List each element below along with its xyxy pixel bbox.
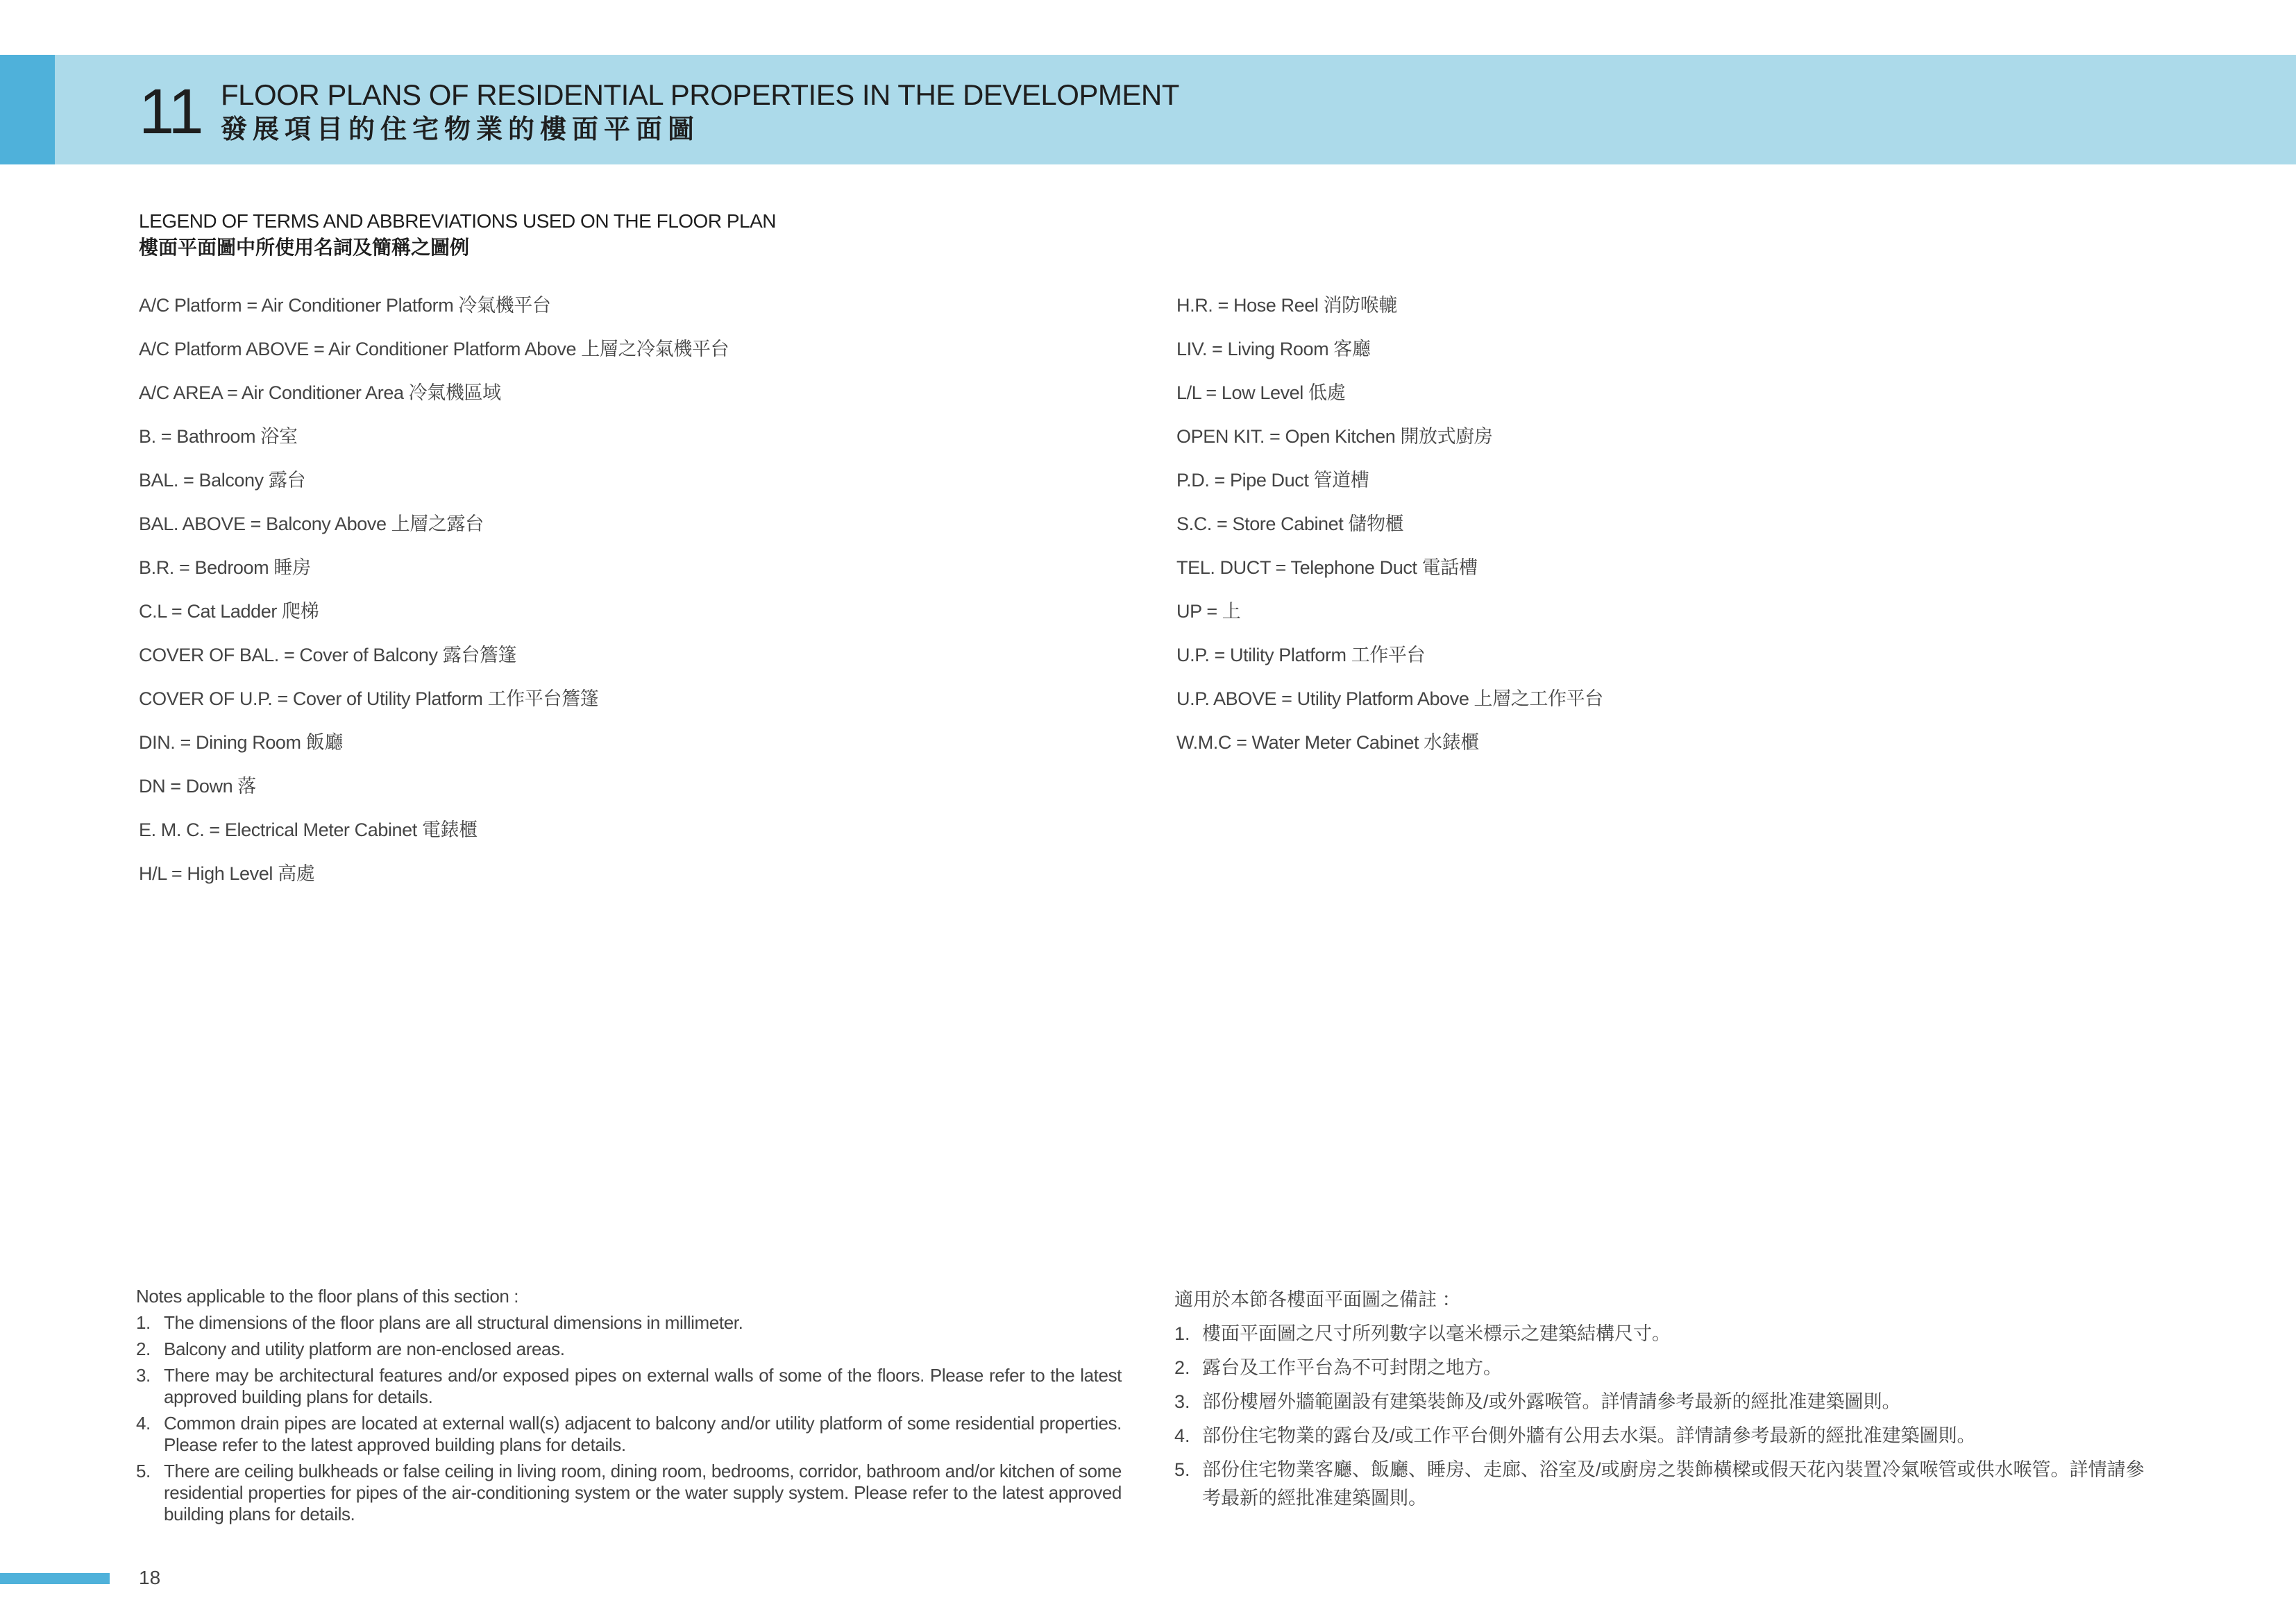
legend-list-right <box>1176 291 1603 772</box>
legend-item: E. M. C. = Electrical Meter Cabinet 電錶櫃 <box>139 819 478 840</box>
note-number: 1. <box>1174 1323 1190 1344</box>
legend-item: A/C AREA = Air Conditioner Area 冷氣機區域 <box>139 382 501 403</box>
legend-item: COVER OF BAL. = Cover of Balcony 露台簷篷 <box>139 645 517 665</box>
legend-item: DN = Down 落 <box>139 776 256 797</box>
note-number: 2. <box>1174 1357 1190 1378</box>
notes-intro-zh: 適用於本節各樓面平面圖之備註 ： <box>1174 1289 1461 1310</box>
legend-item: L/L = Low Level 低處 <box>1176 382 1346 403</box>
legend-item: P.D. = Pipe Duct 管道槽 <box>1176 470 1369 491</box>
legend-item: BAL. = Balcony 露台 <box>139 470 306 491</box>
notes-list-en <box>136 1312 1122 1525</box>
legend-item: B.R. = Bedroom 睡房 <box>139 557 311 578</box>
legend-item: A/C Platform = Air Conditioner Platform 冷氣機平台 <box>139 295 551 316</box>
legend-item: B. = Bathroom 浴室 <box>139 426 298 447</box>
note-number: 3. <box>136 1365 151 1386</box>
footer-accent-bar <box>0 1573 110 1584</box>
note-text: There are ceiling bulkheads or false ceiling in living room, dining room, bedrooms, corridor, bathroom and/or kitchen of some residential properties for pipes of the air-conditioning system or the water supply system. Please refer to the latest approved building plans for details. <box>164 1461 1122 1524</box>
section-number: 11 <box>139 76 203 147</box>
note-text: Common drain pipes are located at external wall(s) adjacent to balcony and/or utility platform of some residential properties. Please refer to the latest approved building plans for details. <box>164 1413 1122 1455</box>
notes-list-zh <box>1174 1320 2160 1513</box>
legend-item: COVER OF U.P. = Cover of Utility Platform 工作平台簷篷 <box>139 688 599 709</box>
legend-item: U.P. = Utility Platform 工作平台 <box>1176 645 1426 665</box>
note-item-zh <box>1174 1320 2160 1348</box>
section-title-zh: 發展項目的住宅物業的樓面平面圖 <box>221 115 700 144</box>
legend-title-en: LEGEND OF TERMS AND ABBREVIATIONS USED ON THE FLOOR PLAN <box>139 210 776 232</box>
legend-item: BAL. ABOVE = Balcony Above 上層之露台 <box>139 513 484 534</box>
note-number: 4. <box>1174 1425 1190 1446</box>
note-text: 樓面平面圖之尺寸所列數字以毫米標示之建築結構尺寸。 <box>1202 1323 1671 1344</box>
legend-item: OPEN KIT. = Open Kitchen 開放式廚房 <box>1176 426 1493 447</box>
legend-item: H.R. = Hose Reel 消防喉轆 <box>1176 295 1397 316</box>
note-number: 4. <box>136 1413 151 1434</box>
page-number: 18 <box>139 1567 161 1588</box>
note-text: 部份樓層外牆範圍設有建築裝飾及/或外露喉管。詳情請參考最新的經批准建築圖則。 <box>1202 1391 1901 1412</box>
note-item-zh <box>1174 1422 2160 1450</box>
note-number: 5. <box>1174 1459 1190 1480</box>
legend-item: H/L = High Level 高處 <box>139 863 315 884</box>
note-text: 部份住宅物業客廳、飯廳、睡房、走廊、浴室及/或廚房之裝飾橫樑或假天花內裝置冷氣喉管或供水喉管。詳情請參考最新的經批准建築圖則。 <box>1202 1459 2145 1509</box>
legend-list-left <box>139 291 729 903</box>
legend-item: LIV. = Living Room 客廳 <box>1176 339 1371 359</box>
legend-title-zh: 樓面平面圖中所使用名詞及簡稱之圖例 <box>139 237 470 258</box>
note-item-en <box>136 1365 1122 1408</box>
note-text: There may be architectural features and/or exposed pipes on external walls of some of the floors. Please refer to the latest approved building plans for details. <box>164 1365 1122 1407</box>
notes-english <box>136 1286 1122 1530</box>
legend-item: U.P. ABOVE = Utility Platform Above 上層之工作平台 <box>1176 688 1603 709</box>
section-title-en: FLOOR PLANS OF RESIDENTIAL PROPERTIES IN THE DEVELOPMENT <box>221 78 1179 111</box>
note-item-en <box>136 1413 1122 1456</box>
note-number: 2. <box>136 1339 151 1359</box>
note-number: 1. <box>136 1312 151 1333</box>
legend-item: A/C Platform ABOVE = Air Conditioner Platform Above 上層之冷氣機平台 <box>139 339 729 359</box>
note-item-zh <box>1174 1354 2160 1382</box>
note-item-zh <box>1174 1456 2160 1513</box>
note-text: Balcony and utility platform are non-enclosed areas. <box>164 1339 565 1359</box>
notes-intro-en: Notes applicable to the floor plans of this section : <box>136 1286 519 1307</box>
note-text: 露台及工作平台為不可封閉之地方。 <box>1202 1357 1502 1378</box>
legend-item: DIN. = Dining Room 飯廳 <box>139 732 343 753</box>
header-accent-bar <box>0 55 55 164</box>
legend-item: W.M.C = Water Meter Cabinet 水錶櫃 <box>1176 732 1479 753</box>
note-item-en <box>136 1461 1122 1525</box>
note-number: 3. <box>1174 1391 1190 1412</box>
note-item-en <box>136 1339 1122 1360</box>
note-text: The dimensions of the floor plans are all structural dimensions in millimeter. <box>164 1312 743 1333</box>
legend-item: S.C. = Store Cabinet 儲物櫃 <box>1176 513 1404 534</box>
notes-chinese <box>1174 1286 2160 1518</box>
legend-item: TEL. DUCT = Telephone Duct 電話槽 <box>1176 557 1478 578</box>
note-text: 部份住宅物業的露台及/或工作平台側外牆有公用去水渠。詳情請參考最新的經批准建築圖則。 <box>1202 1425 1976 1446</box>
legend-item: UP = 上 <box>1176 601 1241 622</box>
legend-item: C.L = Cat Ladder 爬梯 <box>139 601 319 622</box>
note-number: 5. <box>136 1461 151 1481</box>
note-item-zh <box>1174 1388 2160 1416</box>
section-header-band <box>0 55 2296 164</box>
note-item-en <box>136 1312 1122 1334</box>
